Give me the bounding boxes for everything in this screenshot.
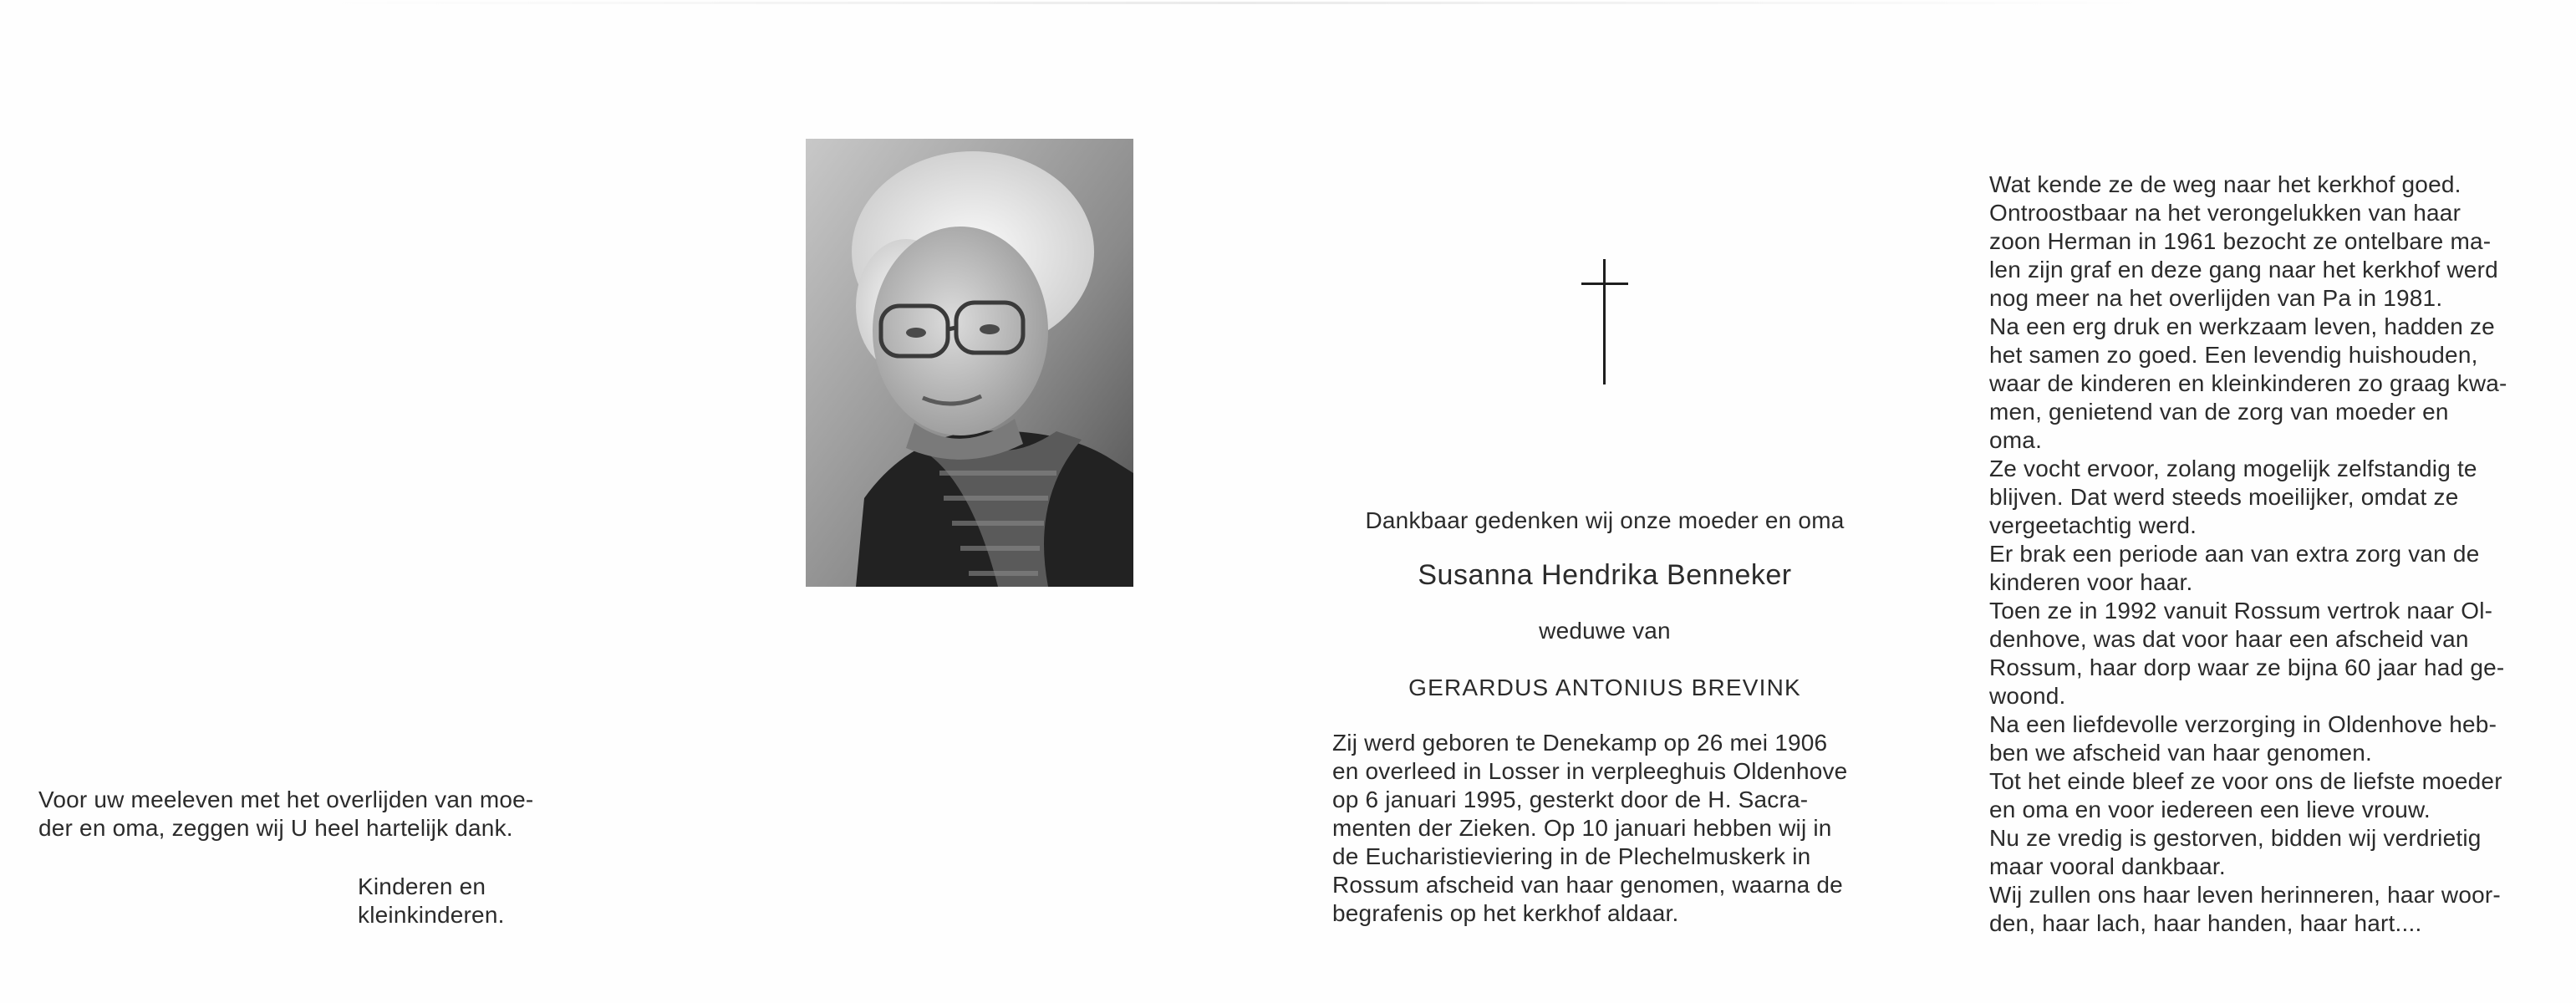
memorial-line: het samen zo goed. Een levendig huishouden,: [1989, 342, 2478, 368]
memorial-line: Na een liefdevolle verzorging in Oldenhove heb-: [1989, 711, 2497, 737]
portrait-photo: [806, 139, 1133, 587]
signature-line: kleinkinderen.: [358, 902, 505, 928]
memorial-line: Nu ze vredig is gestorven, bidden wij verdrietig: [1989, 825, 2482, 851]
memorial-line: denhove, was dat voor haar een afscheid van: [1989, 626, 2469, 652]
memorial-line: Er brak een periode aan van extra zorg van de: [1989, 541, 2480, 567]
memorial-line: maar vooral dankbaar.: [1989, 853, 2226, 879]
deceased-name: Susanna Hendrika Benneker: [1418, 559, 1792, 591]
memorial-line: vergeetachtig werd.: [1989, 512, 2197, 538]
thanks-line: Voor uw meeleven met het overlijden van moe-: [38, 787, 534, 812]
memorial-line: len zijn graf en deze gang naar het kerkhof werd: [1989, 257, 2498, 283]
biography: [1332, 729, 1884, 928]
memorial-line: waar de kinderen en kleinkinderen zo graag kwa-: [1989, 370, 2507, 396]
memorial-line: zoon Herman in 1961 bezocht ze ontelbare ma-: [1989, 228, 2492, 254]
cross-icon: [1581, 259, 1628, 384]
memorial-line: kinderen voor haar.: [1989, 569, 2193, 595]
spouse-name: GERARDUS ANTONIUS BREVINK: [1408, 675, 1801, 700]
signature-line: Kinderen en: [358, 873, 486, 899]
paper-edge-shadow: [318, 2, 2156, 4]
bio-line: Rossum afscheid van haar genomen, waarna de: [1332, 872, 1843, 898]
memorial-line: den, haar lach, haar handen, haar hart....: [1989, 910, 2422, 936]
signature: [358, 873, 608, 929]
bio-line: Zij werd geboren te Denekamp op 26 mei 1906: [1332, 730, 1828, 756]
bio-line: de Eucharistieviering in de Plechelmuskerk in: [1332, 843, 1811, 869]
memorial-line: Wij zullen ons haar leven herinneren, haar woor-: [1989, 882, 2501, 908]
bio-line: menten der Zieken. Op 10 januari hebben wij in: [1332, 815, 1832, 841]
memorial-line: en oma en voor iedereen een lieve vrouw.: [1989, 797, 2431, 822]
memorial-line: ben we afscheid van haar genomen.: [1989, 740, 2373, 766]
memorial-line: woond.: [1989, 683, 2066, 709]
memorial-line: blijven. Dat werd steeds moeilijker, omdat ze: [1989, 484, 2459, 510]
memorial-line: Wat kende ze de weg naar het kerkhof goed.: [1989, 171, 2461, 197]
memorial-line: nog meer na het overlijden van Pa in 1981.: [1989, 285, 2443, 311]
memorial-line: Rossum, haar dorp waar ze bijna 60 jaar had ge-: [1989, 654, 2505, 680]
cross-vertical-bar: [1603, 259, 1606, 384]
thanks-line: der en oma, zeggen wij U heel hartelijk dank.: [38, 815, 513, 841]
intro-text: Dankbaar gedenken wij onze moeder en oma: [1365, 507, 1845, 533]
bio-line: op 6 januari 1995, gesterkt door de H. Sacra-: [1332, 787, 1809, 812]
memorial-line: Tot het einde bleef ze voor ons de liefste moeder: [1989, 768, 2502, 794]
memorial-line: Ontroostbaar na het verongelukken van haar: [1989, 200, 2461, 226]
cross-horizontal-bar: [1581, 283, 1628, 285]
bio-line: begrafenis op het kerkhof aldaar.: [1332, 900, 1679, 926]
thanks-message: [38, 786, 590, 843]
memorial-line: men, genietend van de zorg van moeder en: [1989, 399, 2449, 425]
memorial-line: oma.: [1989, 427, 2043, 453]
memorial-line: Ze vocht ervoor, zolang mogelijk zelfstandig te: [1989, 456, 2477, 481]
portrait-photo-icon: [806, 139, 1133, 587]
memorial-line: Na een erg druk en werkzaam leven, hadden ze: [1989, 313, 2495, 339]
memorial-line: Toen ze in 1992 vanuit Rossum vertrok naar Ol-: [1989, 598, 2493, 624]
widow-label: weduwe van: [1539, 618, 1671, 644]
memorial-text: [1989, 171, 2539, 938]
bio-line: en overleed in Losser in verpleeghuis Oldenhove: [1332, 758, 1848, 784]
